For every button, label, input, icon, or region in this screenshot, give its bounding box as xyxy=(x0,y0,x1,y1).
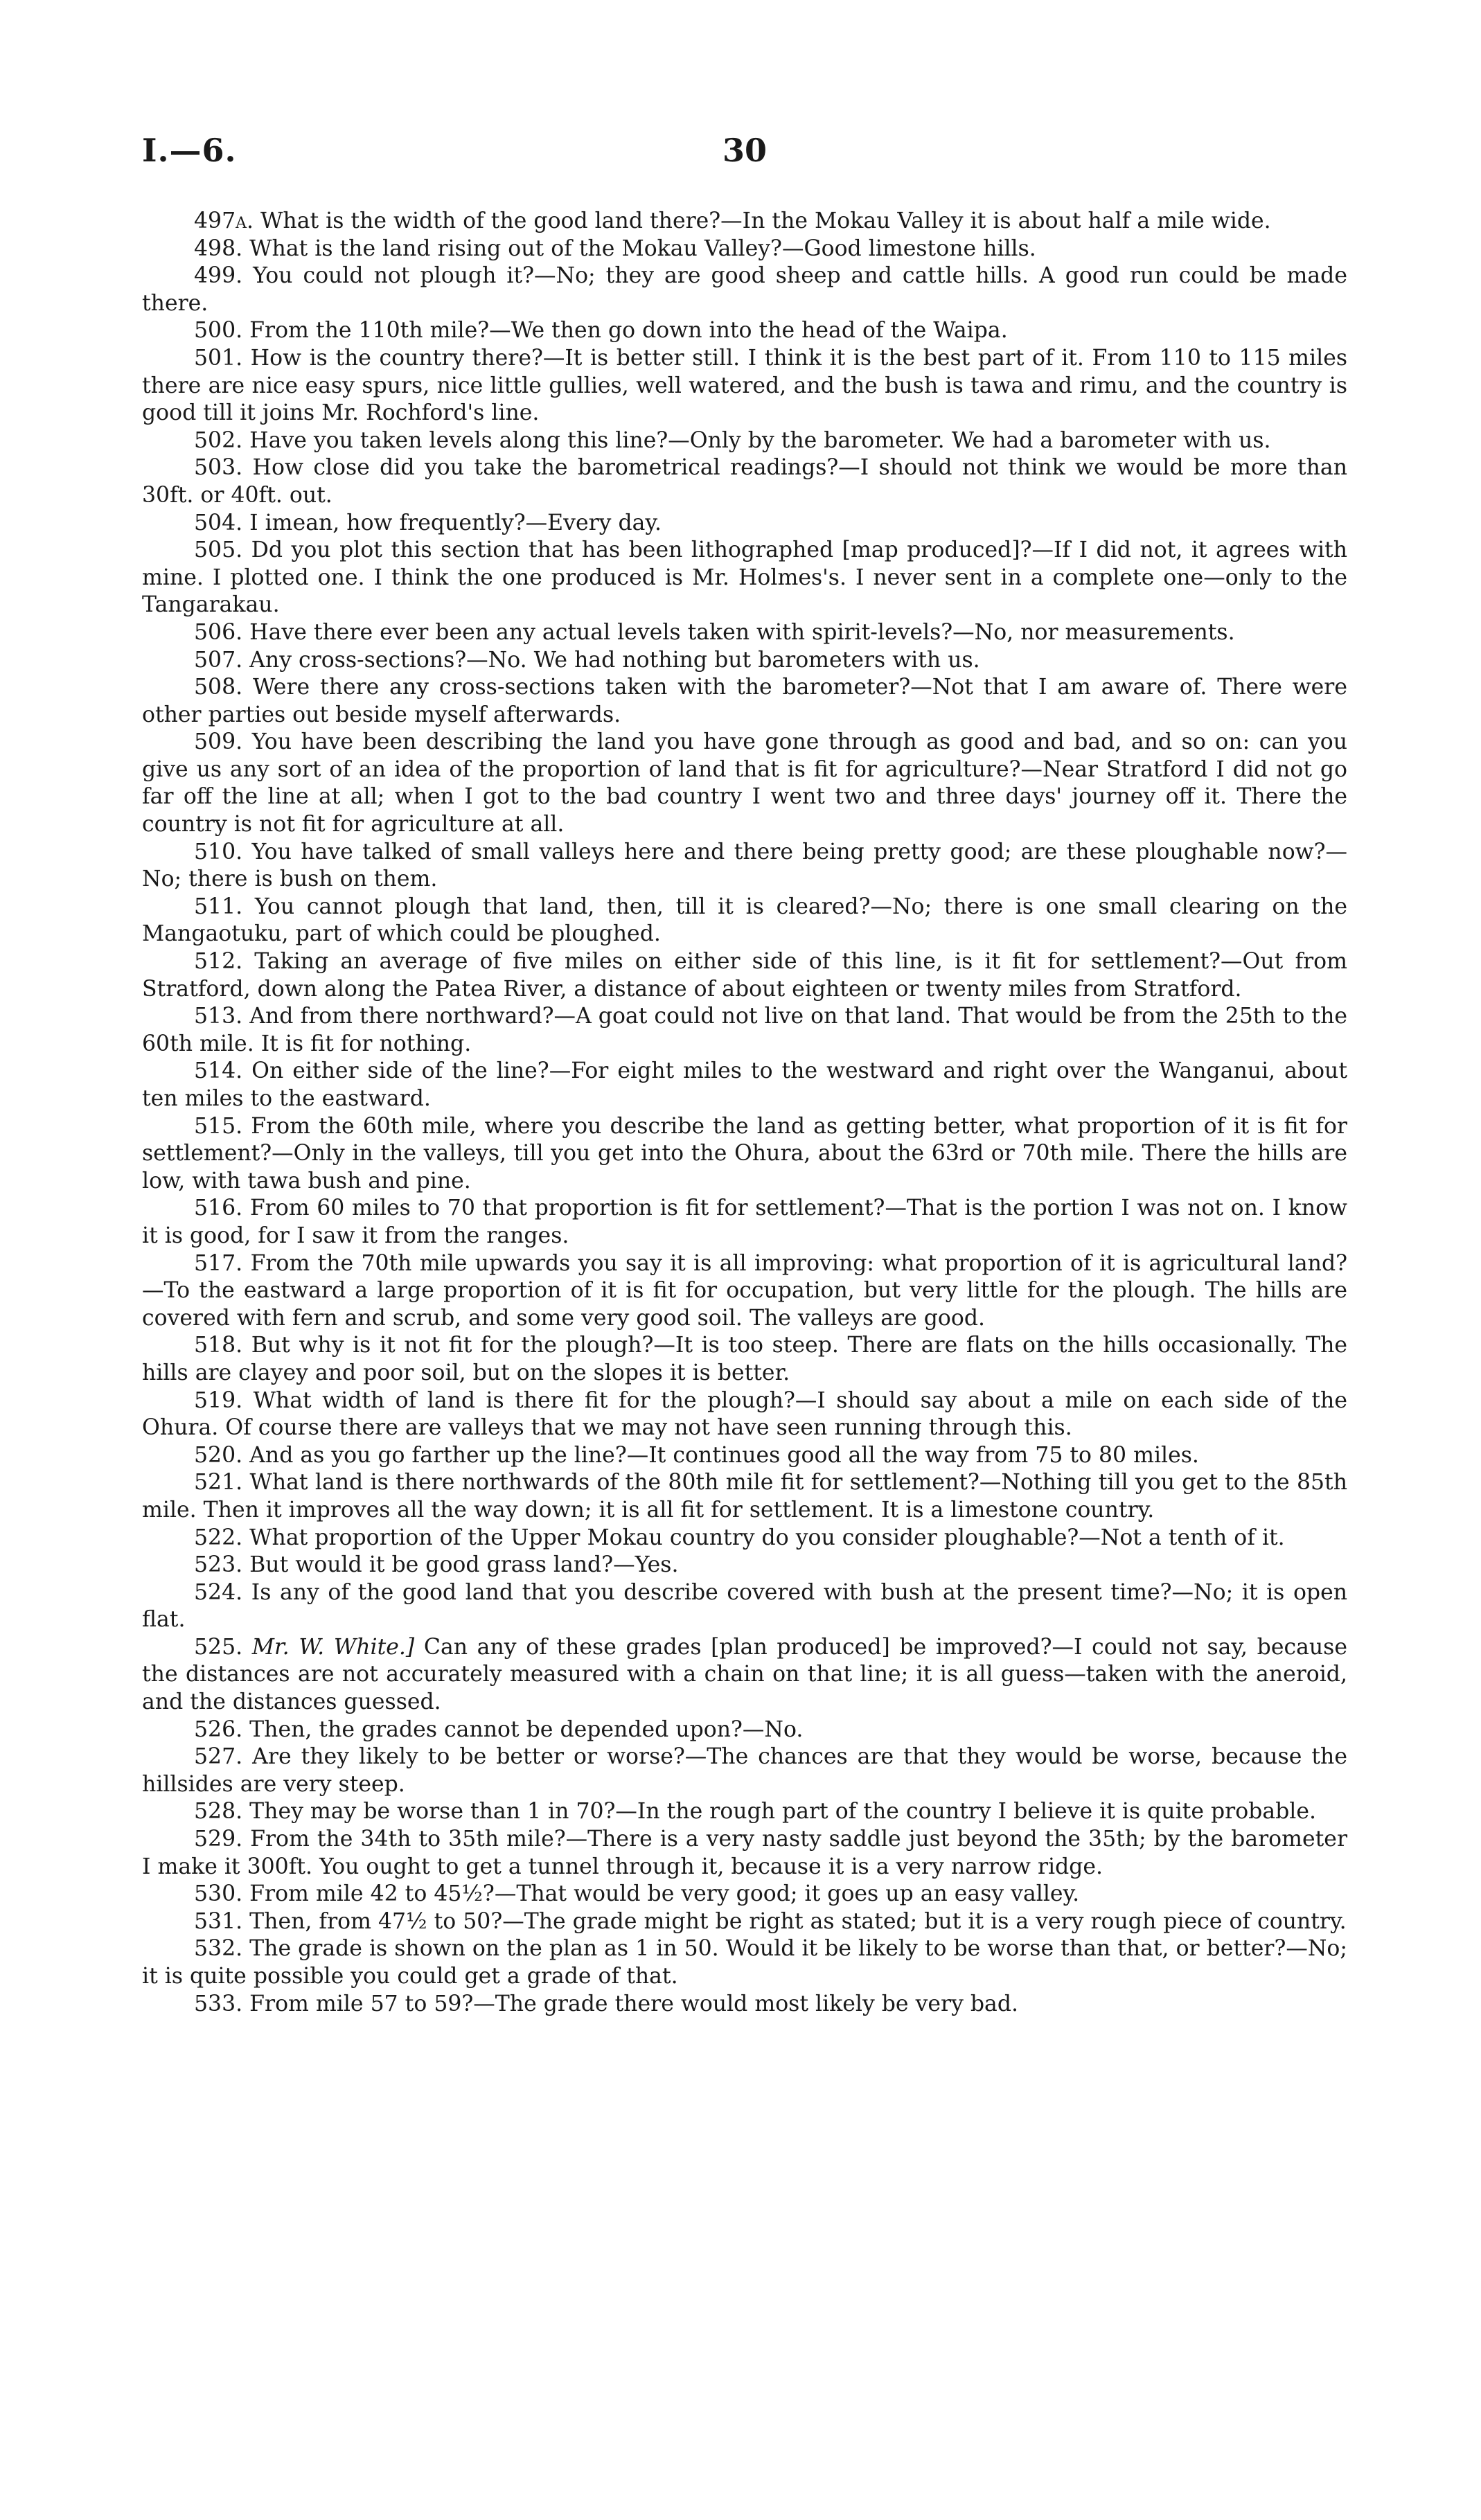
paragraph xyxy=(142,948,1347,1003)
question-number: 504. xyxy=(194,510,243,535)
question-number: 508. xyxy=(194,675,243,700)
paragraph xyxy=(142,647,1347,675)
paragraph-text: Can any of these grades [plan produced] be improved?—I could not say, because the distances are not accurately measured with a chain on that line; it is all guess—taken with the aneroid, and the distances guessed. xyxy=(142,1634,1347,1715)
question-number: 500. xyxy=(194,318,243,344)
paragraph-text: You have talked of small valleys here and there being pretty good; are these ploughable now?—No; there is bush on them. xyxy=(142,839,1348,892)
paragraph-text: And as you go farther up the line?—It continues good all the way from 75 to 80 miles. xyxy=(249,1442,1199,1468)
question-number: 526. xyxy=(194,1716,243,1742)
question-number: 511. xyxy=(194,894,243,919)
paragraph xyxy=(142,839,1347,894)
paragraph xyxy=(142,427,1347,455)
paragraph xyxy=(142,1387,1347,1442)
question-number: 527. xyxy=(194,1744,243,1770)
question-number: 512. xyxy=(194,949,243,975)
paragraph-text: You could not plough it?—No; they are good sheep and cattle hills. A good run could be made there. xyxy=(142,263,1347,316)
question-number: 516. xyxy=(194,1196,243,1221)
paragraph xyxy=(142,1113,1347,1196)
question-number: 525. xyxy=(194,1634,243,1660)
paragraph-text: From the 60th mile, where you describe the land as getting better, what proportion of it is fit for settlement?—Only in the valleys, till you get into the Ohura, about the 63rd or 70th mile. There the hills are low, with tawa bush and pine. xyxy=(142,1113,1347,1194)
question-number: 497a. xyxy=(194,208,254,233)
paragraph-text: But would it be good grass land?—Yes. xyxy=(249,1552,679,1578)
paragraph xyxy=(142,1935,1347,1990)
paragraph-text: From 60 miles to 70 that proportion is fit for settlement?—That is the portion I was not on. I know it is good, for I saw it from the ranges. xyxy=(142,1196,1348,1248)
question-number: 515. xyxy=(194,1113,243,1139)
paragraph-text: How close did you take the barometrical readings?—I should not think we would be more than 30ft. or 40ft. out. xyxy=(142,455,1347,508)
paragraph xyxy=(142,1826,1347,1881)
question-number: 505. xyxy=(194,538,243,563)
question-number: 502. xyxy=(194,427,243,453)
paragraph xyxy=(142,674,1347,729)
paragraph xyxy=(142,1881,1347,1908)
question-number: 529. xyxy=(194,1827,243,1852)
paragraph-text: From mile 57 to 59?—The grade there would most likely be very bad. xyxy=(249,1991,1019,2016)
paragraph xyxy=(142,454,1347,509)
question-number: 533. xyxy=(194,1991,243,2016)
question-number: 524. xyxy=(194,1579,243,1605)
paragraph xyxy=(142,1552,1347,1579)
paragraph-text: You have been describing the land you have gone through as good and bad, and so on: can you give us any sort of an idea of the proportion of land that is fit for agriculture?—Near Stratford I did not go far off the line at all; when I got to the bad country I went two and three days' journey off it. There the country is not fit for agriculture at all. xyxy=(142,729,1348,837)
paragraph-text: What land is there northwards of the 80th mile fit for settlement?—Nothing till you get to the 85th mile. Then it improves all the way down; it is all fit for settlement. It is a limestone country. xyxy=(142,1470,1348,1523)
page-header xyxy=(142,132,1347,173)
paragraph xyxy=(142,1743,1347,1798)
paragraph-text: The grade is shown on the plan as 1 in 50. Would it be likely to be worse than that, or better?—No; it is quite possible you could get a grade of that. xyxy=(142,1936,1347,1989)
paragraph-text: What is the width of the good land there?—In the Mokau Valley it is about half a mile wide. xyxy=(260,208,1271,233)
question-number: 532. xyxy=(194,1936,243,1962)
question-number: 518. xyxy=(194,1333,243,1358)
paragraph xyxy=(142,1195,1347,1250)
paragraph xyxy=(142,510,1347,538)
document-reference: I.—6. xyxy=(142,132,237,169)
paragraph-text: From the 70th mile upwards you say it is all improving: what proportion of it is agricultural land?—To the eastward a large proportion of it is fit for occupation, but very little for the plough. The hills are covered with fern and scrub, and some very good soil. The valleys are good. xyxy=(142,1250,1348,1331)
paragraph-text: Then, the grades cannot be depended upon?—No. xyxy=(249,1716,804,1742)
question-number: 501. xyxy=(194,345,243,371)
paragraph xyxy=(142,263,1347,317)
question-number: 521. xyxy=(194,1470,243,1496)
paragraph-text: Have there ever been any actual levels taken with spirit-levels?—No, nor measurements. xyxy=(249,619,1235,645)
paragraph-text: I imean, how frequently?—Every day. xyxy=(249,510,662,535)
paragraph-text: How is the country there?—It is better still. I think it is the best part of it. From 110 to 115 miles there are nice easy spurs, nice little gullies, well watered, and the bush is tawa and rimu, and the country is good till it joins Mr. Rochford's line. xyxy=(142,345,1348,426)
paragraph-text: From the 34th to 35th mile?—There is a very nasty saddle just beyond the 35th; by the barometer I make it 300ft. You ought to get a tunnel through it, because it is a very narrow ridge. xyxy=(142,1827,1347,1879)
paragraph xyxy=(142,1908,1347,1936)
question-number: 523. xyxy=(194,1552,243,1578)
paragraph xyxy=(142,1716,1347,1744)
paragraph xyxy=(142,1991,1347,2018)
paragraph xyxy=(142,236,1347,263)
question-number: 498. xyxy=(194,236,243,261)
question-number: 507. xyxy=(194,647,243,673)
paragraph-text: Taking an average of five miles on either side of this line, is it fit for settlement?—Out from Stratford, down along the Patea River, a distance of about eighteen or twenty miles from Stratford. xyxy=(142,949,1348,1002)
question-number: 531. xyxy=(194,1908,243,1934)
paragraph xyxy=(142,1442,1347,1470)
paragraph xyxy=(142,1250,1347,1333)
question-number: 510. xyxy=(194,839,243,864)
paragraph xyxy=(142,537,1347,619)
paragraph xyxy=(142,1332,1347,1387)
question-number: 517. xyxy=(194,1250,243,1276)
paragraph-text: On either side of the line?—For eight miles to the westward and right over the Wanganui, about ten miles to the eastward. xyxy=(142,1058,1347,1111)
paragraph-text: Any cross-sections?—No. We had nothing but barometers with us. xyxy=(249,647,980,673)
paragraph xyxy=(142,729,1347,838)
paragraph-text: Dd you plot this section that has been lithographed [map produced]?—If I did not, it agrees with mine. I plotted one. I think the one produced is Mr. Holmes's. I never sent in a complete one—only to the Tangarakau. xyxy=(142,538,1348,618)
question-number: 514. xyxy=(194,1058,243,1084)
question-number: 513. xyxy=(194,1004,243,1029)
question-number: 506. xyxy=(194,619,243,645)
page-number: 30 xyxy=(722,132,767,169)
paragraph-text: From mile 42 to 45½?—That would be very good; it goes up an easy valley. xyxy=(249,1881,1080,1907)
question-number: 519. xyxy=(194,1387,243,1413)
paragraph-text: Have you taken levels along this line?—Only by the barometer. We had a barometer with us. xyxy=(249,427,1271,453)
paragraph xyxy=(142,1003,1347,1058)
paragraph-text: What proportion of the Upper Mokau country do you consider ploughable?—Not a tenth of it. xyxy=(249,1525,1285,1550)
paragraph xyxy=(142,1634,1347,1716)
question-number: 520. xyxy=(194,1442,243,1468)
paragraph xyxy=(142,1798,1347,1826)
paragraph-text: Were there any cross-sections taken with the barometer?—Not that I am aware of. There were other parties out beside myself afterwards. xyxy=(142,675,1348,727)
paragraph xyxy=(142,208,1347,236)
paragraph-text: You cannot plough that land, then, till it is cleared?—No; there is one small clearing on the Mangaotuku, part of which could be ploughed. xyxy=(142,894,1348,947)
paragraph-text: Are they likely to be better or worse?—The chances are that they would be worse, because the hillsides are very steep. xyxy=(142,1744,1347,1797)
paragraph xyxy=(142,1579,1347,1634)
paragraph-text: From the 110th mile?—We then go down into the head of the Waipa. xyxy=(249,318,1008,344)
question-number: 530. xyxy=(194,1881,243,1907)
paragraph xyxy=(142,1058,1347,1112)
question-number: 503. xyxy=(194,455,243,481)
speaker-label: Mr. W. White.] xyxy=(251,1634,415,1660)
paragraph xyxy=(142,317,1347,345)
paragraph-text: They may be worse than 1 in 70?—In the rough part of the country I believe it is quite probable. xyxy=(249,1799,1317,1825)
question-number: 499. xyxy=(194,263,243,289)
question-number: 509. xyxy=(194,729,243,755)
question-number: 522. xyxy=(194,1525,243,1550)
paragraph xyxy=(142,345,1347,427)
paragraph xyxy=(142,1525,1347,1552)
paragraph xyxy=(142,1469,1347,1524)
question-number: 528. xyxy=(194,1799,243,1825)
paragraph xyxy=(142,619,1347,647)
evidence-body xyxy=(142,208,1347,2018)
paragraph-text: Then, from 47½ to 50?—The grade might be right as stated; but it is a very rough piece of country. xyxy=(249,1908,1347,1934)
paragraph xyxy=(142,894,1347,948)
paragraph-text: What is the land rising out of the Mokau Valley?—Good limestone hills. xyxy=(249,236,1036,261)
paragraph-text: But why is it not fit for the plough?—It is too steep. There are flats on the hills occasionally. The hills are clayey and poor soil, but on the slopes it is better. xyxy=(142,1333,1347,1385)
paragraph-text: And from there northward?—A goat could not live on that land. That would be from the 25th to the 60th mile. It is fit for nothing. xyxy=(142,1004,1348,1056)
paragraph-text: Is any of the good land that you describe covered with bush at the present time?—No; it is open flat. xyxy=(142,1579,1348,1633)
paragraph-text: What width of land is there fit for the plough?—I should say about a mile on each side of the Ohura. Of course there are valleys that we may not have seen running through this. xyxy=(142,1387,1347,1441)
